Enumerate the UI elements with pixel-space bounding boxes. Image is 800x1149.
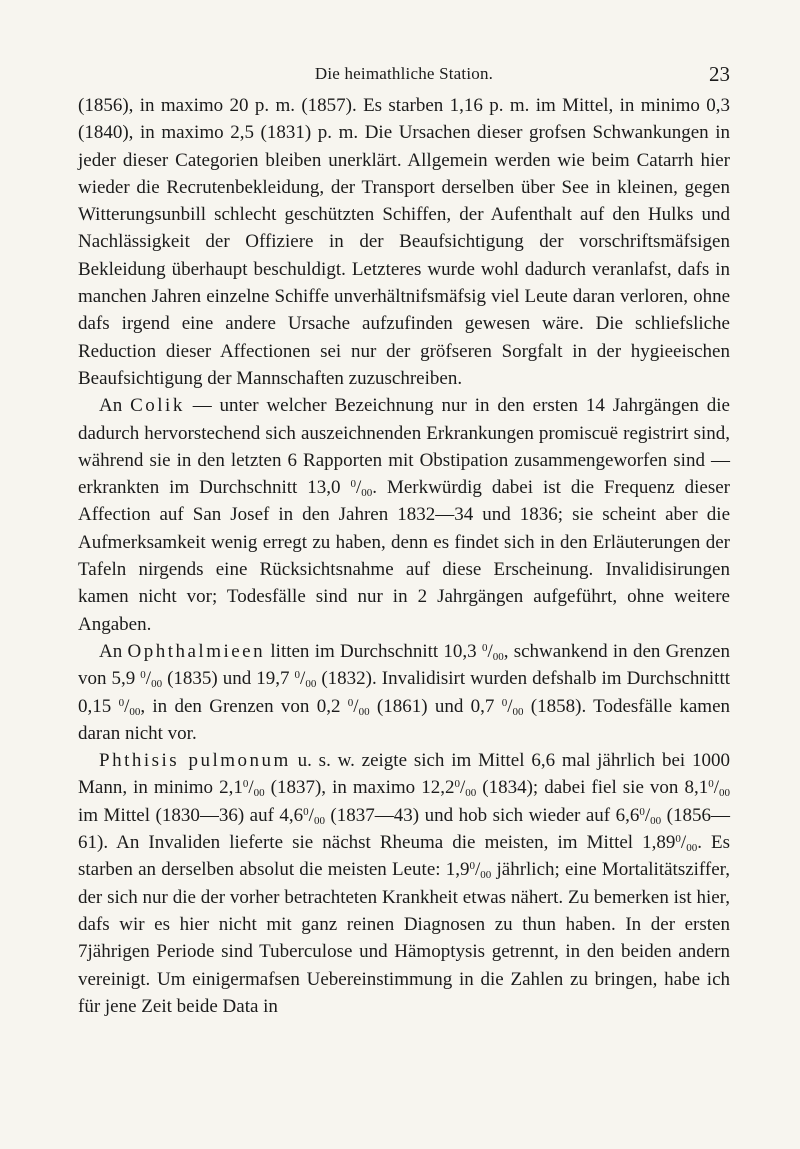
text-run: (1861) und 0,7 bbox=[369, 695, 502, 717]
page-header bbox=[78, 62, 730, 88]
permille-sign: $^0/_{00}$ bbox=[347, 695, 370, 718]
paragraph bbox=[78, 92, 730, 392]
permille-sign: $^0/_{00}$ bbox=[303, 804, 325, 827]
text-run: (1837—43) und hob sich wieder auf 6,6 bbox=[324, 804, 640, 826]
spaced-heading-term: Colik bbox=[130, 395, 185, 417]
text-run: (1856), in maximo 20 p. m. (1857). Es starben 1,16 p. m. im Mittel, in minimo 0,3 (1840), in maximo 2,5 (1831) p. m. Die Ursachen dieser grofsen Schwankungen in jeder dieser Categorien bleiben unerklärt. Allgemein werden wie beim Catarrh hier wieder die Recrutenbekleidung, der Transport derselben über See in kleinen, gegen Witterungsunbill schlecht geschützten Schiffen, der Aufenthalt auf den Hulks und Nachlässigkeit der Offiziere in der Beaufsichtigung der vorschriftsmäfsigen Bekleidung überhaupt beschuldigt. Letzteres wurde wohl dadurch veranlafst, dafs in manchen Jahren einzelne Schiffe unverhältnifsmäfsig viel Leute daran verloren, ohne dafs irgend eine andere Ursache aufzufinden gewesen wäre. Die schliefsliche Reduction dieser Affectionen sei nur der gröfseren Sorgfalt in der hygieeischen Beaufsichtigung der Mannschaften zuzuschreiben. bbox=[78, 95, 730, 389]
text-run: . Merkwürdig dabei ist die Frequenz dieser Affection auf San Josef in den Jahren 1832—34 und 1836; sie scheint aber die Aufmerksamkeit wenig erregt zu haben, denn es findet sich in den Erläuterungen der Tafeln nirgends eine Rücksichtsnahme auf diese Erscheinung. Invalidisirungen kamen nicht vor; Todesfälle sind nur in 2 Jahrgängen aufgeführt, ohne weitere Angaben. bbox=[78, 477, 731, 635]
text-run: (1858). Todesfälle kamen daran nicht vor. bbox=[78, 695, 730, 744]
paragraph bbox=[78, 638, 730, 747]
text-run: jährlich; eine Mortalitätsziffer, der sich nur die der vorher betrachteten Krankheit etwas nähert. Zu bemerken ist hier, dafs wir es hier nicht mit ganz reinen Diagnosen zu thun haben. In der ersten 7jährigen Periode sind Tuberculose und Hämoptysis getrennt, in den beiden andern vereinigt. Um einigermafsen Uebereinstimmung in die Zahlen zu bringen, habe ich für jene Zeit beide Data in bbox=[78, 859, 730, 1017]
body-text bbox=[78, 92, 730, 1020]
text-run: (1856—61). An Invaliden lieferte sie nächst Rheuma die meisten, im Mittel 1,89 bbox=[78, 804, 730, 854]
spaced-heading-term: Phthisis pulmonum bbox=[99, 750, 291, 772]
permille-sign: $^0/_{00}$ bbox=[708, 777, 730, 800]
page-number: 23 bbox=[709, 62, 730, 86]
permille-sign: $^0/_{00}$ bbox=[469, 859, 492, 882]
permille-sign: $^0/_{00}$ bbox=[675, 832, 698, 855]
text-run: , schwankend in den Grenzen von 5,9 bbox=[78, 640, 730, 690]
text-run: (1834); dabei fiel sie von 8,1 bbox=[476, 777, 709, 799]
spaced-heading-term: Ophthalmieen bbox=[127, 640, 266, 662]
text-run: (1832). Invalidisirt wurden defshalb im Durchschnittt 0,15 bbox=[78, 668, 731, 717]
text-run: An bbox=[99, 395, 131, 417]
permille-sign: $^0/_{00}$ bbox=[294, 668, 317, 691]
text-run: u. s. w. zeigte sich im Mittel 6,6 mal jährlich bei 1000 Mann, in minimo 2,1 bbox=[78, 750, 730, 799]
paragraph bbox=[78, 747, 730, 1020]
paragraph bbox=[78, 392, 730, 638]
text-run: — unter welcher Bezeichnung nur in den ersten 14 Jahrgängen die dadurch hervorstechend sich auszeichnenden Erkrankungen promiscuë registrirt sind, während sie in den letzten 6 Rapporten mit Obstipation zusammengeworfen sind — erkrankten im Durchschnitt 13,0 bbox=[78, 395, 730, 499]
permille-sign: $^0/_{00}$ bbox=[242, 777, 265, 800]
permille-sign: $^0/_{00}$ bbox=[639, 804, 662, 827]
text-run: litten im Durchschnitt 10,3 bbox=[265, 640, 482, 662]
permille-sign: $^0/_{00}$ bbox=[481, 640, 504, 663]
permille-sign: $^0/_{00}$ bbox=[454, 777, 477, 800]
text-run: An bbox=[99, 640, 128, 662]
permille-sign: $^0/_{00}$ bbox=[140, 668, 163, 691]
permille-sign: $^0/_{00}$ bbox=[118, 695, 141, 718]
text-run: , in den Grenzen von 0,2 bbox=[140, 695, 348, 717]
permille-sign: $^0/_{00}$ bbox=[350, 477, 373, 500]
text-run: im Mittel (1830—36) auf 4,6 bbox=[78, 804, 304, 826]
text-run: (1837), in maximo 12,2 bbox=[264, 777, 455, 799]
permille-sign: $^0/_{00}$ bbox=[501, 695, 524, 718]
running-title: Die heimathliche Station. bbox=[314, 64, 494, 83]
text-run: . Es starben an derselben absolut die meisten Leute: 1,9 bbox=[78, 832, 731, 881]
text-run: (1835) und 19,7 bbox=[162, 668, 295, 690]
